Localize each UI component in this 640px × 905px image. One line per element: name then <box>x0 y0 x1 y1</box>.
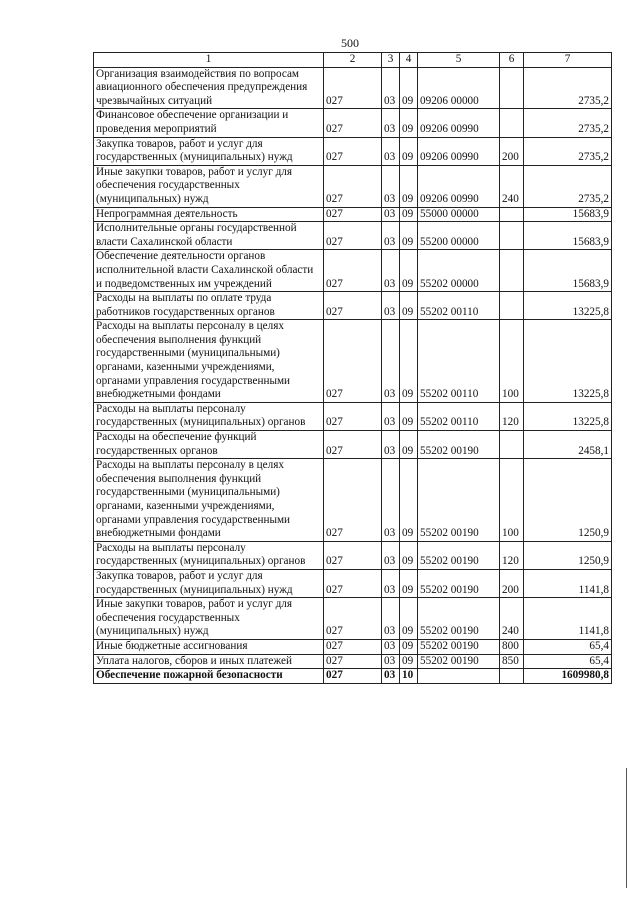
cell-c4: 09 <box>400 541 418 569</box>
cell-c5: 55202 00190 <box>418 654 500 669</box>
cell-name: Обеспечение деятельности органов исполнительной власти Сахалинской области и подведомственных им учреждений <box>94 250 324 292</box>
cell-c7: 2735,2 <box>524 137 612 165</box>
cell-c2: 027 <box>324 654 382 669</box>
cell-c3: 03 <box>382 250 400 292</box>
cell-c6: 240 <box>500 165 524 207</box>
cell-c7: 65,4 <box>524 639 612 654</box>
cell-c2: 027 <box>324 67 382 109</box>
column-header: 2 <box>324 53 382 68</box>
cell-c6: 200 <box>500 569 524 597</box>
cell-name: Организация взаимодействия по вопросам авиационного обеспечения предупреждения чрезвычайных ситуаций <box>94 67 324 109</box>
cell-name: Расходы на выплаты персоналу в целях обеспечения выполнения функций государственными (муниципальными) органами, казенными учреждениями, органами управления государственными внебюджетными фондами <box>94 320 324 403</box>
cell-c3: 03 <box>382 222 400 250</box>
cell-c4: 10 <box>400 669 418 684</box>
cell-c2: 027 <box>324 639 382 654</box>
cell-c5 <box>418 669 500 684</box>
cell-c5: 55202 00190 <box>418 639 500 654</box>
cell-c4: 09 <box>400 320 418 403</box>
cell-c5: 55202 00190 <box>418 459 500 542</box>
cell-c3: 03 <box>382 569 400 597</box>
cell-c3: 03 <box>382 292 400 320</box>
cell-c3: 03 <box>382 137 400 165</box>
cell-name: Закупка товаров, работ и услуг для государственных (муниципальных) нужд <box>94 569 324 597</box>
cell-c6: 240 <box>500 598 524 640</box>
cell-name: Иные закупки товаров, работ и услуг для обеспечения государственных (муниципальных) нужд <box>94 165 324 207</box>
table-row <box>94 541 612 569</box>
table-row <box>94 654 612 669</box>
cell-c6: 200 <box>500 137 524 165</box>
cell-name: Непрограммная деятельность <box>94 207 324 222</box>
cell-c5: 09206 00990 <box>418 137 500 165</box>
cell-c2: 027 <box>324 222 382 250</box>
cell-c7: 2735,2 <box>524 67 612 109</box>
table-row <box>94 207 612 222</box>
cell-c3: 03 <box>382 402 400 430</box>
cell-c2: 027 <box>324 431 382 459</box>
cell-c5: 55202 00190 <box>418 431 500 459</box>
cell-c3: 03 <box>382 541 400 569</box>
column-header: 5 <box>418 53 500 68</box>
cell-c3: 03 <box>382 669 400 684</box>
cell-c3: 03 <box>382 459 400 542</box>
cell-c7: 1609980,8 <box>524 669 612 684</box>
table-row <box>94 459 612 542</box>
column-header: 3 <box>382 53 400 68</box>
cell-c2: 027 <box>324 459 382 542</box>
cell-name: Закупка товаров, работ и услуг для государственных (муниципальных) нужд <box>94 137 324 165</box>
cell-c5: 55202 00190 <box>418 598 500 640</box>
cell-c4: 09 <box>400 292 418 320</box>
table-header-row <box>94 53 612 68</box>
cell-c5: 55202 00110 <box>418 402 500 430</box>
total-row <box>94 669 612 684</box>
table-row <box>94 569 612 597</box>
cell-c7: 13225,8 <box>524 320 612 403</box>
cell-c2: 027 <box>324 569 382 597</box>
cell-name: Финансовое обеспечение организации и проведения мероприятий <box>94 109 324 137</box>
cell-c5: 55202 00110 <box>418 320 500 403</box>
budget-table <box>93 52 612 684</box>
cell-name: Расходы на выплаты персоналу государственных (муниципальных) органов <box>94 541 324 569</box>
cell-c5: 09206 00990 <box>418 109 500 137</box>
cell-name: Расходы на выплаты персоналу в целях обеспечения выполнения функций государственными (муниципальными) органами, казенными учреждениями, органами управления государственными внебюджетными фондами <box>94 459 324 542</box>
table-row <box>94 222 612 250</box>
cell-name: Расходы на обеспечение функций государственных органов <box>94 431 324 459</box>
cell-c4: 09 <box>400 137 418 165</box>
cell-c2: 027 <box>324 320 382 403</box>
cell-c5: 55202 00190 <box>418 569 500 597</box>
cell-c2: 027 <box>324 669 382 684</box>
cell-c6 <box>500 292 524 320</box>
cell-c4: 09 <box>400 459 418 542</box>
cell-c6: 100 <box>500 459 524 542</box>
cell-name: Обеспечение пожарной безопасности <box>94 669 324 684</box>
column-header: 6 <box>500 53 524 68</box>
page-number: 500 <box>341 36 359 50</box>
cell-c2: 027 <box>324 207 382 222</box>
column-header: 7 <box>524 53 612 68</box>
cell-c3: 03 <box>382 639 400 654</box>
cell-c3: 03 <box>382 109 400 137</box>
cell-c4: 09 <box>400 431 418 459</box>
cell-c5: 09206 00990 <box>418 165 500 207</box>
cell-name: Иные бюджетные ассигнования <box>94 639 324 654</box>
cell-c3: 03 <box>382 165 400 207</box>
cell-c6 <box>500 431 524 459</box>
cell-c2: 027 <box>324 165 382 207</box>
cell-c6 <box>500 109 524 137</box>
cell-c2: 027 <box>324 292 382 320</box>
cell-name: Иные закупки товаров, работ и услуг для обеспечения государственных (муниципальных) нужд <box>94 598 324 640</box>
cell-c4: 09 <box>400 250 418 292</box>
table-row <box>94 402 612 430</box>
table-row <box>94 292 612 320</box>
cell-c6 <box>500 669 524 684</box>
cell-c4: 09 <box>400 569 418 597</box>
cell-c6: 800 <box>500 639 524 654</box>
cell-c5: 55202 00110 <box>418 292 500 320</box>
cell-c7: 2458,1 <box>524 431 612 459</box>
cell-c7: 1141,8 <box>524 598 612 640</box>
cell-c4: 09 <box>400 654 418 669</box>
cell-c3: 03 <box>382 67 400 109</box>
cell-c6 <box>500 67 524 109</box>
table-row <box>94 598 612 640</box>
cell-c4: 09 <box>400 207 418 222</box>
cell-c7: 1141,8 <box>524 569 612 597</box>
table-row <box>94 250 612 292</box>
cell-c6: 120 <box>500 541 524 569</box>
table-row <box>94 67 612 109</box>
cell-c3: 03 <box>382 207 400 222</box>
table-row <box>94 165 612 207</box>
cell-c7: 2735,2 <box>524 165 612 207</box>
cell-c2: 027 <box>324 109 382 137</box>
cell-c4: 09 <box>400 67 418 109</box>
cell-name: Исполнительные органы государственной власти Сахалинской области <box>94 222 324 250</box>
cell-c4: 09 <box>400 598 418 640</box>
cell-c7: 1250,9 <box>524 459 612 542</box>
cell-c2: 027 <box>324 250 382 292</box>
cell-name: Уплата налогов, сборов и иных платежей <box>94 654 324 669</box>
scan-edge-mark <box>626 768 627 888</box>
column-header: 4 <box>400 53 418 68</box>
cell-c5: 55202 00190 <box>418 541 500 569</box>
cell-c6: 850 <box>500 654 524 669</box>
cell-c7: 2735,2 <box>524 109 612 137</box>
cell-c7: 13225,8 <box>524 402 612 430</box>
cell-c4: 09 <box>400 109 418 137</box>
cell-c7: 15683,9 <box>524 250 612 292</box>
cell-c2: 027 <box>324 137 382 165</box>
table-row <box>94 320 612 403</box>
cell-c7: 13225,8 <box>524 292 612 320</box>
cell-c6 <box>500 250 524 292</box>
cell-c4: 09 <box>400 222 418 250</box>
cell-c2: 027 <box>324 541 382 569</box>
table-row <box>94 137 612 165</box>
cell-c7: 15683,9 <box>524 207 612 222</box>
cell-c5: 09206 00000 <box>418 67 500 109</box>
cell-c4: 09 <box>400 165 418 207</box>
cell-c7: 15683,9 <box>524 222 612 250</box>
cell-c5: 55000 00000 <box>418 207 500 222</box>
cell-c2: 027 <box>324 598 382 640</box>
cell-c3: 03 <box>382 654 400 669</box>
cell-c3: 03 <box>382 431 400 459</box>
cell-c3: 03 <box>382 320 400 403</box>
cell-c4: 09 <box>400 639 418 654</box>
cell-c6: 120 <box>500 402 524 430</box>
cell-c4: 09 <box>400 402 418 430</box>
cell-c2: 027 <box>324 402 382 430</box>
cell-c3: 03 <box>382 598 400 640</box>
cell-c5: 55200 00000 <box>418 222 500 250</box>
table-row <box>94 109 612 137</box>
cell-c5: 55202 00000 <box>418 250 500 292</box>
cell-c6 <box>500 222 524 250</box>
cell-c6: 100 <box>500 320 524 403</box>
cell-name: Расходы на выплаты персоналу государственных (муниципальных) органов <box>94 402 324 430</box>
cell-c6 <box>500 207 524 222</box>
cell-c7: 1250,9 <box>524 541 612 569</box>
table-row <box>94 431 612 459</box>
column-header: 1 <box>94 53 324 68</box>
table-row <box>94 639 612 654</box>
cell-c7: 65,4 <box>524 654 612 669</box>
cell-name: Расходы на выплаты по оплате труда работников государственных органов <box>94 292 324 320</box>
